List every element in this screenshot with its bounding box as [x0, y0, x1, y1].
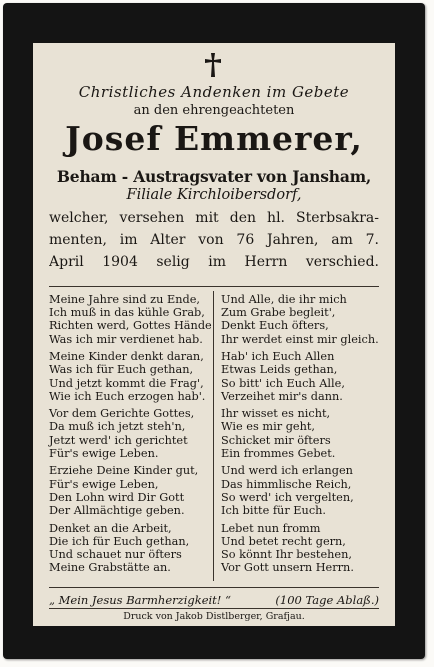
- deceased-parish: Filiale Kirchloibersdorf,: [126, 187, 302, 203]
- verse-line: Und schauet nur öfters: [49, 547, 182, 561]
- motto-text: „ Mein Jesus Barmherzigkeit! “: [49, 593, 231, 607]
- poem-stanza: [49, 464, 209, 517]
- verse-line: Und werd ich erlangen: [221, 464, 353, 478]
- verse-line: Verzeihet mir's dann.: [221, 389, 343, 403]
- divider-top: [49, 286, 379, 287]
- verse-line: Richten werd, Gottes Hände: [49, 319, 212, 333]
- poem-stanza: [49, 350, 209, 403]
- mourning-card: [3, 3, 425, 659]
- verse-line: Meine Kinder denkt daran,: [49, 350, 204, 364]
- poem-stanza: [49, 293, 212, 346]
- poem-left-column: [49, 293, 212, 579]
- verse-line: Vor Gott unsern Herrn.: [221, 561, 354, 575]
- death-notice: [49, 207, 379, 273]
- verse-line: Ich muß in das kühle Grab,: [49, 306, 205, 320]
- poem-stanza: [221, 293, 381, 346]
- verse-line: Zum Grabe begleit',: [221, 306, 336, 320]
- verse-line: Ihr wisset es nicht,: [221, 407, 331, 421]
- verse-line: Jetzt werd' ich gerichtet: [49, 433, 188, 447]
- motto-line: [49, 593, 379, 607]
- verse-line: Und betet recht gern,: [221, 534, 346, 548]
- verse-line: Denkt Euch öfters,: [221, 319, 329, 333]
- poem-stanza: [49, 407, 209, 460]
- notice-line: April 1904 selig im Herrn verschied.: [49, 254, 379, 270]
- verse-line: Denket an die Arbeit,: [49, 521, 172, 535]
- verse-line: Meine Grabstätte an.: [49, 561, 171, 575]
- notice-line: welcher, versehen mit den hl. Sterbsakra-: [49, 210, 379, 226]
- verse-line: Für's ewige Leben,: [49, 477, 159, 491]
- verse-line: Ich bitte für Euch.: [221, 503, 327, 517]
- notice-line: menten, im Alter von 76 Jahren, am 7.: [49, 232, 379, 248]
- verse-line: Den Lohn wird Dir Gott: [49, 490, 185, 504]
- divider-footer: [49, 608, 379, 609]
- poem-stanza: [49, 522, 209, 575]
- verse-line: Erziehe Deine Kinder gut,: [49, 464, 199, 478]
- verse-line: Die ich für Euch gethan,: [49, 534, 190, 548]
- divider-bottom: [49, 587, 379, 588]
- verse-line: So könnt Ihr bestehen,: [221, 547, 352, 561]
- deceased-name: Josef Emmerer,: [65, 119, 363, 158]
- verse-line: Meine Jahre sind zu Ende,: [49, 293, 200, 306]
- verse-line: Vor dem Gerichte Gottes,: [49, 407, 195, 421]
- verse-line: Schicket mir öfters: [221, 433, 331, 447]
- verse-line: Hab' ich Euch Allen: [221, 350, 335, 364]
- header-line-1: Christliches Andenken im Gebete: [78, 83, 350, 101]
- verse-line: So bitt' ich Euch Alle,: [221, 376, 345, 390]
- column-divider: [213, 291, 214, 581]
- verse-line: Was ich mir verdienet hab.: [49, 332, 203, 346]
- verse-line: Da muß ich jetzt steh'n,: [49, 420, 186, 434]
- verse-line: Etwas Leids gethan,: [221, 363, 338, 377]
- verse-line: Das himmlische Reich,: [221, 477, 352, 491]
- deceased-title: Beham - Austragsvater von Jansham,: [56, 167, 372, 186]
- poem-stanza: [221, 522, 381, 575]
- poem-stanza: [221, 350, 381, 403]
- verse-line: Lebet nun fromm: [221, 521, 321, 535]
- verse-line: Ihr werdet einst mir gleich.: [221, 332, 379, 346]
- verse-line: Und jetzt kommt die Frag',: [49, 376, 204, 390]
- cross-icon: [203, 51, 223, 79]
- verse-line: Wie es mir geht,: [221, 420, 316, 434]
- verse-line: Für's ewige Leben.: [49, 446, 159, 460]
- poem-stanza: [221, 407, 381, 460]
- verse-line: Der Allmächtige geben.: [49, 503, 185, 517]
- poem-right-column: [221, 293, 381, 579]
- indulgence-text: (100 Tage Ablaß.): [275, 593, 379, 607]
- poem-stanza: [221, 464, 381, 517]
- verse-line: Ein frommes Gebet.: [221, 446, 336, 460]
- verse-line: Wie ich Euch erzogen hab'.: [49, 389, 206, 403]
- card-paper: [33, 43, 395, 626]
- header-line-2: an den ehrengeachteten: [133, 103, 295, 118]
- verse-line: So werd' ich vergelten,: [221, 490, 354, 504]
- verse-line: Und Alle, die ihr mich: [221, 293, 347, 306]
- printer-credit: Druck von Jakob Distlberger, Grafjau.: [123, 611, 305, 622]
- verse-line: Was ich für Euch gethan,: [49, 363, 194, 377]
